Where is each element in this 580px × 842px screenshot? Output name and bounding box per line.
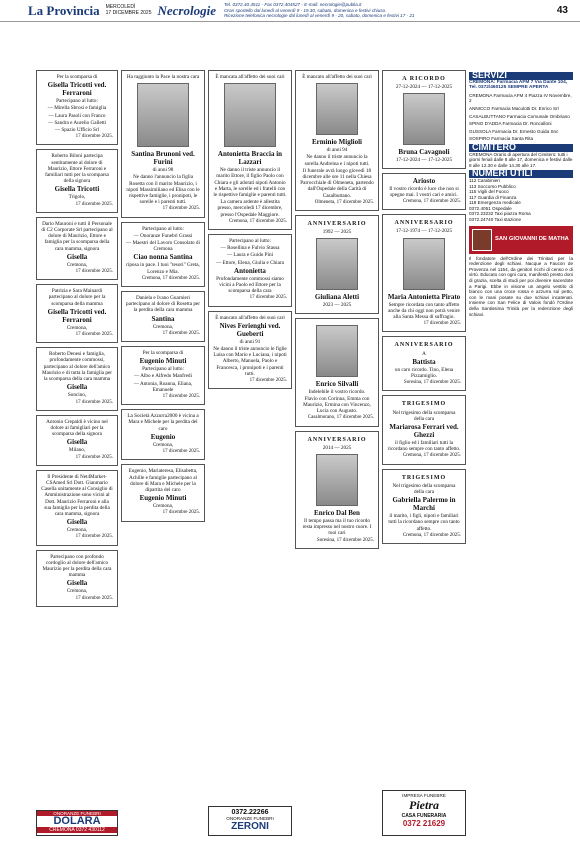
notice-text: di anni 98 (152, 167, 174, 174)
obituary-notice (295, 431, 379, 549)
notice-intro: A (422, 350, 426, 357)
obituary-notice (36, 284, 118, 343)
deceased-name: Gisella (66, 579, 88, 588)
services-title: SERVIZI (469, 72, 573, 80)
notice-text: Il tempo passa ma il tuo ricordo resta impresso nel nostro cuore. I tuoi cari (302, 518, 372, 537)
deceased-photo (137, 83, 189, 147)
notice-text: La camera ardente è allestita presso, mercoledì 17 dicembre, presso l'Ospedale Maggiore. (217, 199, 283, 218)
deceased-name: Gisella (66, 383, 88, 392)
deceased-name: Nives Ferienghi ved. Gueberti (219, 321, 281, 338)
deceased-photo (316, 454, 358, 506)
pharmacy-item: SPINO D'ADDA Farmacia Dr. Roncalloni (469, 121, 552, 127)
notice-date: Casalmorano, 17 dicembre 2025. (307, 415, 374, 421)
notice-intro: Per la scomparsa di (56, 74, 98, 80)
notice-date: Cremona, 17 dicembre 2025. (402, 453, 461, 459)
notice-intro: Ha raggiunto la Pace la nostra cara (126, 74, 200, 80)
obituary-notice (36, 149, 118, 212)
notice-intro: 2014 — 2025 (322, 444, 352, 451)
deceased-photo (316, 238, 358, 290)
notice-text: il figlio ed i familiari tutti la ricordano sempre con tanto affetto. (387, 440, 461, 453)
saint-text: Il fondatore dell'Ordine dei Trinitari per la redenzione degli schiavi. Nacque a Faucon de Provenza nel 1154, da genitori ricchi di censo e di virtù. Educato con ogni cura, manifestò presto doni di grazia, scelta di studi per poi divenire sacerdote a Parigi. Ebbe in visione un angelo vestito di bianco con una croce rossa e azzurra sul petto, con le mani posate su due schiavi incatenati. Insieme con San Felice di Valois fondò l'Ordine della Santissima Trinità per la redenzione degli schiavi. (469, 255, 573, 317)
notice-date: Cremona, 17 dicembre 2025. (402, 532, 461, 538)
deceased-name: Gisella Tricotti ved. Ferraroni (47, 307, 107, 324)
notice-text: — Albo e Alfredo Manfredi (134, 373, 192, 380)
notice-text: riposa in pace. I tuoi "tesori" Greta, Lorenzo e Mia. (126, 262, 200, 275)
obituary-notice (36, 70, 118, 145)
notice-text: Cremona, (152, 323, 174, 330)
notice-date: 17 dicembre 2025. (423, 321, 461, 327)
notice-intro: La Società Azzurra2000 è vicina a Mara e Michele per la perdita del caro (127, 413, 199, 432)
deceased-name: Erminio Miglioli (312, 138, 362, 147)
pharmacy-item: SOSPIRO Farmacia Santa Rita (469, 136, 534, 142)
obituary-notice (36, 347, 118, 410)
notice-banner: TRIGESIMO (401, 474, 447, 481)
notice-text: — Laura Pasoli con Franco (48, 112, 106, 119)
notice-text: Profondamente commossi siamo vicini a Paolo ed Ettore per la scomparsa della cara (216, 275, 284, 295)
notice-text: Ne danno il triste annuncio il marito Ettore, il figlio Paolo con Chiara e gli adorati nipoti Antonio e Marta, le sorelle ed i fratelli con le rispettive famiglie e parenti tutti. (213, 167, 287, 199)
pharmacy-item: ANNICCO Farmacia Maculotti Dr. Enrico Srl (469, 105, 559, 111)
notice-intro: È mancato all'affetto dei suoi cari (302, 74, 372, 80)
notice-date: 17 dicembre 2025. (75, 534, 113, 540)
deceased-photo (224, 83, 276, 147)
deceased-name: Mariarosa Ferrari ved. Ghezzi (389, 423, 459, 440)
notice-text: Cremona, (152, 503, 174, 510)
obituary-notice (295, 318, 379, 427)
saint-image (472, 229, 492, 251)
cemetery-hours: CREMONA Orario di apertura del Cimitero: tutti i giorni feriali dalle 8 alle 17, domenica e festivi dalle 8 alle 12.30 e dalle 14.30 alle 17. (469, 151, 573, 168)
notice-date: 17 dicembre 2025. (162, 449, 200, 455)
deceased-name: Santina (151, 314, 175, 323)
notice-intro: Roberto Biloni partecipa sentitamente al dolore di Maurizio, Ettore Ferraroni e familiari tutti per la scomparsa della signora (45, 153, 109, 185)
notice-intro: Nel trigesimo della scomparsa della cara (392, 409, 456, 422)
notice-date: Soresina, 17 dicembre 2025. (403, 380, 461, 386)
notice-date: 17 dicembre 2025. (75, 269, 113, 275)
deceased-name: Maria Antonietta Pirato (387, 292, 461, 301)
notice-text: — Antonia, Roanna, Eliana, Emanuele (133, 380, 193, 393)
notice-intro: Dario Mauroni e tutti il Personale di C2 Corporate Srl partecipano al dolore di Maurizio, Ettore e famiglia per la scomparsa della cara mamma, signora (41, 220, 113, 252)
deceased-name: Gisella (66, 252, 88, 261)
notice-intro: 1992 — 2025 (322, 229, 352, 236)
notice-banner: TRIGESIMO (401, 401, 447, 408)
notice-banner: A RICORDO (402, 76, 446, 82)
deceased-name: Gabriella Palermo in Marchi (392, 496, 456, 513)
obituary-notice (36, 415, 118, 466)
deceased-name: Battista (412, 357, 436, 366)
notice-text: Ne danno l'annuncio la figlia Rosetta con il marito Maurizio, i nipoti Massimiliano ed Elisa con le rispettive famiglie, i pronipoti, le sorelle e i parenti tutti. (126, 174, 200, 206)
deceased-name: Gisella (66, 518, 88, 527)
deceased-name: Bruna Cavagnoli (398, 148, 450, 157)
useful-numbers-title: NUMERI UTILI (469, 170, 573, 178)
page-number: 43 (556, 5, 568, 16)
notice-intro: — Maestri del Lavoro Consolato di Cremona (126, 240, 200, 253)
notice-text: Flavio con Corinna, Emma con Maurizio, Ermina con Vincenzo, Lucia con Augusto. (303, 395, 371, 415)
notice-banner: ANNIVERSARIO (307, 436, 367, 443)
notice-date: 17 dicembre 2025. (75, 454, 113, 460)
obituary-notice (121, 346, 205, 405)
notice-text: Trigolo, (68, 194, 86, 201)
useful-number: 113 Soccorso Pubblico (469, 183, 516, 189)
notice-date: Cremona, 17 dicembre 2025. (141, 275, 200, 281)
cemetery-title: CIMITERO (469, 144, 573, 152)
notice-banner: ANNIVERSARIO (394, 342, 454, 349)
notice-intro: Il Presidente di Net4Market-CSAmed Srl Dott. Gianmario Casella unitamente al Consiglio di Amministrazione sono vicini al Dott. Maurizio Ferraroni e alla sua famiglia per la perdita della cara mamma, signora (41, 473, 113, 517)
notice-date: 17 dicembre 2025. (75, 332, 113, 338)
notice-text: — Sandra e Aurelio Galletti (47, 119, 107, 126)
deceased-name: Gisella (66, 438, 88, 447)
obituary-notice (295, 215, 379, 314)
obituary-notice (382, 469, 466, 544)
notice-text: di anni 91 (239, 338, 261, 345)
pharmacy-on-duty: CREMONA: Farmacia AFM 7 Via Dante 104, Tel. 0372/460125 SEMPRE APERTA (469, 79, 568, 91)
obituary-notice (295, 70, 379, 211)
useful-number: 0372.4051 Ospedale (469, 205, 512, 211)
deceased-photo (316, 325, 358, 377)
obituary-notice (208, 234, 292, 307)
notice-date: 17 dicembre 2025. (75, 595, 113, 601)
obituary-notice (208, 70, 292, 230)
obituary-notice (382, 214, 466, 332)
obituary-notice (121, 409, 205, 460)
notice-date: 17 dicembre 2025. (249, 295, 287, 301)
deceased-name: Antonietta Braccia in Lazzari (217, 150, 283, 167)
deceased-name: Antonietta (234, 266, 266, 275)
notice-intro: Partecipano al lutto: (229, 238, 271, 245)
useful-number: 0372.24740 Taxi stazione (469, 217, 522, 223)
issue-date: MERCOLEDÌ 17 DICEMBRE 2025 (105, 4, 152, 16)
notice-text: Ne danno il triste annuncio la sorella Andreina e i nipoti tutti. (304, 154, 370, 167)
notice-intro: 17-12-1974 — 17-12-2025 (395, 228, 453, 235)
pharmacy-list (469, 93, 573, 142)
notice-intro: — Laura e Guido Pini (226, 252, 274, 259)
notice-intro: È mancato all'affetto dei suoi cari (215, 314, 285, 321)
obituary-notice (382, 395, 466, 464)
obituary-notice (36, 550, 118, 607)
notice-text: Cremona, (152, 441, 174, 448)
notice-text: Soncino, (67, 392, 87, 399)
obituary-notice (36, 217, 118, 280)
notice-date: 17 dicembre 2025. (75, 399, 113, 405)
obituary-notice (121, 222, 205, 287)
notice-intro: Partecipano al lutto: (142, 225, 184, 232)
notice-date: 17 dicembre 2025. (162, 206, 200, 212)
saint-of-day: SAN GIOVANNI DE MATHA (469, 226, 573, 254)
notice-text: Sempre ricordata con tanto affetto anche da chi oggi non potrà venire alla Santa Messa di suffragio. (388, 301, 460, 321)
deceased-name: Ciao nonna Santina (133, 253, 193, 262)
obituary-notice (208, 311, 292, 390)
notice-text: Cremona, (66, 261, 88, 268)
notice-text: Partecipano al lutto: (142, 366, 184, 373)
notice-date: Soresina, 17 dicembre 2025. (316, 537, 374, 543)
contact-info: Tel. 0372.40.4511 - Fax 0372.404527 - E-mail: necrologie@publia.it Orari sportello dal lunedì al venerdì 9 - 19.30, sabato, domenica e festivi chiuso. Ricezione telefonica necrologie dal lunedì al venerdì 9 - 20, sabato, domenica e festivi 17 - 21 (223, 2, 415, 19)
column-5 (382, 70, 466, 802)
notice-intro: Daniela e Ivano Guarnieri partecipano al dolore di Rosetta per la perdita della cara mamma (126, 295, 200, 314)
notice-date: Cremona, 17 dicembre 2025. (402, 199, 461, 205)
services-sidebar (469, 70, 573, 828)
column-4 (295, 70, 379, 828)
notice-text: il marito, i figli, nipoti e familiari tutti la ricordano sempre con tanto affetto. (388, 513, 460, 532)
obituary-notice (121, 464, 205, 521)
notice-date: 17 dicembre 2025. (75, 134, 113, 140)
notice-intro: 27-12-2024 — 17-12-2025 (395, 84, 453, 91)
deceased-name: Gisella Tricotti ved. Ferraroni (47, 81, 107, 98)
notice-intro: Partecipano con profondo cordoglio al dolore dell'amico Maurizio per la perdita della cara mamma (42, 553, 112, 579)
notice-intro: Antonio Crepaldi è vicino nel dolore ai famigliari per la scomparsa della signora (46, 418, 108, 438)
notice-text: — Spazio Ufficio Srl (54, 127, 100, 134)
deceased-name: Enrico Dal Ben (314, 509, 360, 518)
deceased-name: Santina Brunoni ved. Furini (131, 150, 195, 167)
column-2 (121, 70, 205, 802)
obituary-notice (382, 70, 466, 169)
notice-text: Indelebile il vostro ricordo. (308, 388, 366, 395)
notice-text: Cremona, (66, 527, 88, 534)
notice-intro: Patrizia e Sara Mainardi partecipano al dolore per la scomparsa della mamma (48, 288, 106, 307)
deceased-photo (403, 93, 445, 145)
column-1 (36, 70, 118, 802)
useful-number: 115 Vigili del Fuoco (469, 189, 509, 195)
notice-date: Cremona, 17 dicembre 2025. (228, 218, 287, 224)
notice-intro: Per la scomparsa di (142, 350, 184, 357)
notice-text: Cremona, (66, 588, 88, 595)
deceased-name: Eugenio (150, 432, 176, 441)
obituary-notice (382, 173, 466, 211)
useful-number: 112 Carabinieri (469, 177, 500, 183)
deceased-name: Enrico Silvalli (315, 379, 359, 388)
section-title: Necrologie (157, 2, 216, 18)
ad-dolara[interactable]: ONORANZE FUNEBRI DOLARA CREMONA 0372 430112 (36, 810, 118, 836)
notice-text: 2023 — 2025 (322, 302, 352, 309)
notice-intro: — Rosellina e Fulvio Stassa (220, 245, 280, 252)
useful-numbers-list (469, 178, 573, 223)
notice-text: Ne danno il triste annuncio le figlie Luisa con Mario e Luciana, i nipoti Alberto, Manuela, Paolo e Francesca, i pronipoti e i parenti tutti. (213, 346, 287, 377)
useful-number: 118 Emergenza medicale (469, 200, 521, 206)
obituary-notice (121, 70, 205, 218)
notice-intro: — Ettore, Elena, Giulia e Chiara (216, 259, 284, 266)
deceased-name: Eugenio Minuti (139, 357, 187, 366)
notice-text: — Mirella Sbrosi e famiglia (47, 105, 107, 112)
useful-number: 117 Guardia di Finanza (469, 194, 517, 200)
deceased-name: Eugenio Minuti (139, 494, 187, 503)
ad-pietra[interactable]: IMPRESA FUNEBRE Pietra CASA FUNERARIA 0372 21629 (382, 790, 466, 836)
pharmacy-item: CASALBUTTANO Farmacia Comunale Ombriano (469, 113, 570, 119)
pharmacy-item: CREMONA Farmacia AFM 4 Piazza IV Novembre, 2 (469, 92, 572, 104)
notice-date: 17 dicembre 2025. (75, 201, 113, 207)
page-header (0, 0, 580, 22)
notice-text: Partecipano al lutto: (56, 98, 98, 105)
deceased-name: Gisella Tricotti (54, 185, 100, 194)
notice-intro: Roberto Denesi e famiglia, profondamente commossi, partecipano al dolore dell'amico Maurizio e di tutta la famiglia per la scomparsa della cara mamma (41, 351, 112, 383)
newspaper-logo: La Provincia (28, 2, 100, 18)
notice-date: 17 dicembre 2025. (162, 330, 200, 336)
ad-zeroni[interactable]: 0372.22266 ONORANZE FUNEBRI ZERONI (208, 806, 292, 836)
notice-date: 17 dicembre 2025. (249, 378, 287, 384)
notice-text: 17-12-2024 — 17-12-2025 (395, 157, 453, 164)
notice-text: Il vostro ricordo è luce che non si spegne mai. I vostri cari e amici. (389, 185, 459, 198)
obituary-notice (382, 336, 466, 391)
pharmacy-item: GUSSOLA Farmacia Dr. Ernesto Guida Snc (469, 128, 559, 134)
obituary-notice (121, 291, 205, 342)
deceased-name: Ariosto (412, 176, 436, 185)
notice-intro: Nel trigesimo della scomparsa della cara (392, 482, 456, 496)
deceased-photo (316, 83, 358, 135)
notice-intro: È mancata all'affetto dei suoi cari (215, 74, 285, 80)
notice-text: Milano, (68, 447, 86, 454)
column-3 (208, 70, 292, 802)
useful-number: 0372.23232 Taxi piazza Roma (469, 211, 531, 217)
notice-text: Cremona, (66, 324, 88, 331)
notice-date: 17 dicembre 2025. (162, 510, 200, 516)
obituary-notice (36, 470, 118, 546)
notice-banner: ANNIVERSARIO (307, 221, 367, 228)
notice-intro: — Onoranze Funebri Grassi (133, 232, 193, 239)
deceased-photo (403, 238, 445, 290)
notice-text: di anni 94 (326, 147, 348, 154)
notice-intro: Eugenio, Mariateresa, Elisabetta, Achille e famiglie partecipano al dolore di Mara e Michele per la dipartita del caro (128, 468, 198, 493)
deceased-name: Giuliana Aletti (314, 293, 360, 302)
notice-date: Olmeneta, 17 dicembre 2025. (314, 199, 374, 205)
notice-banner: ANNIVERSARIO (394, 220, 454, 227)
notice-text: Il funerale avrà luogo giovedì 18 dicembre alle ore 11 nella Chiesa Parrocchiale di Olmeneta, partendo dall'Ospedale della Carità di Casalbuttano. (300, 167, 374, 199)
notice-date: 17 dicembre 2025. (162, 394, 200, 400)
notice-text: un caro ricordo. Tino, Elena Pizzamiglio. (394, 366, 454, 380)
